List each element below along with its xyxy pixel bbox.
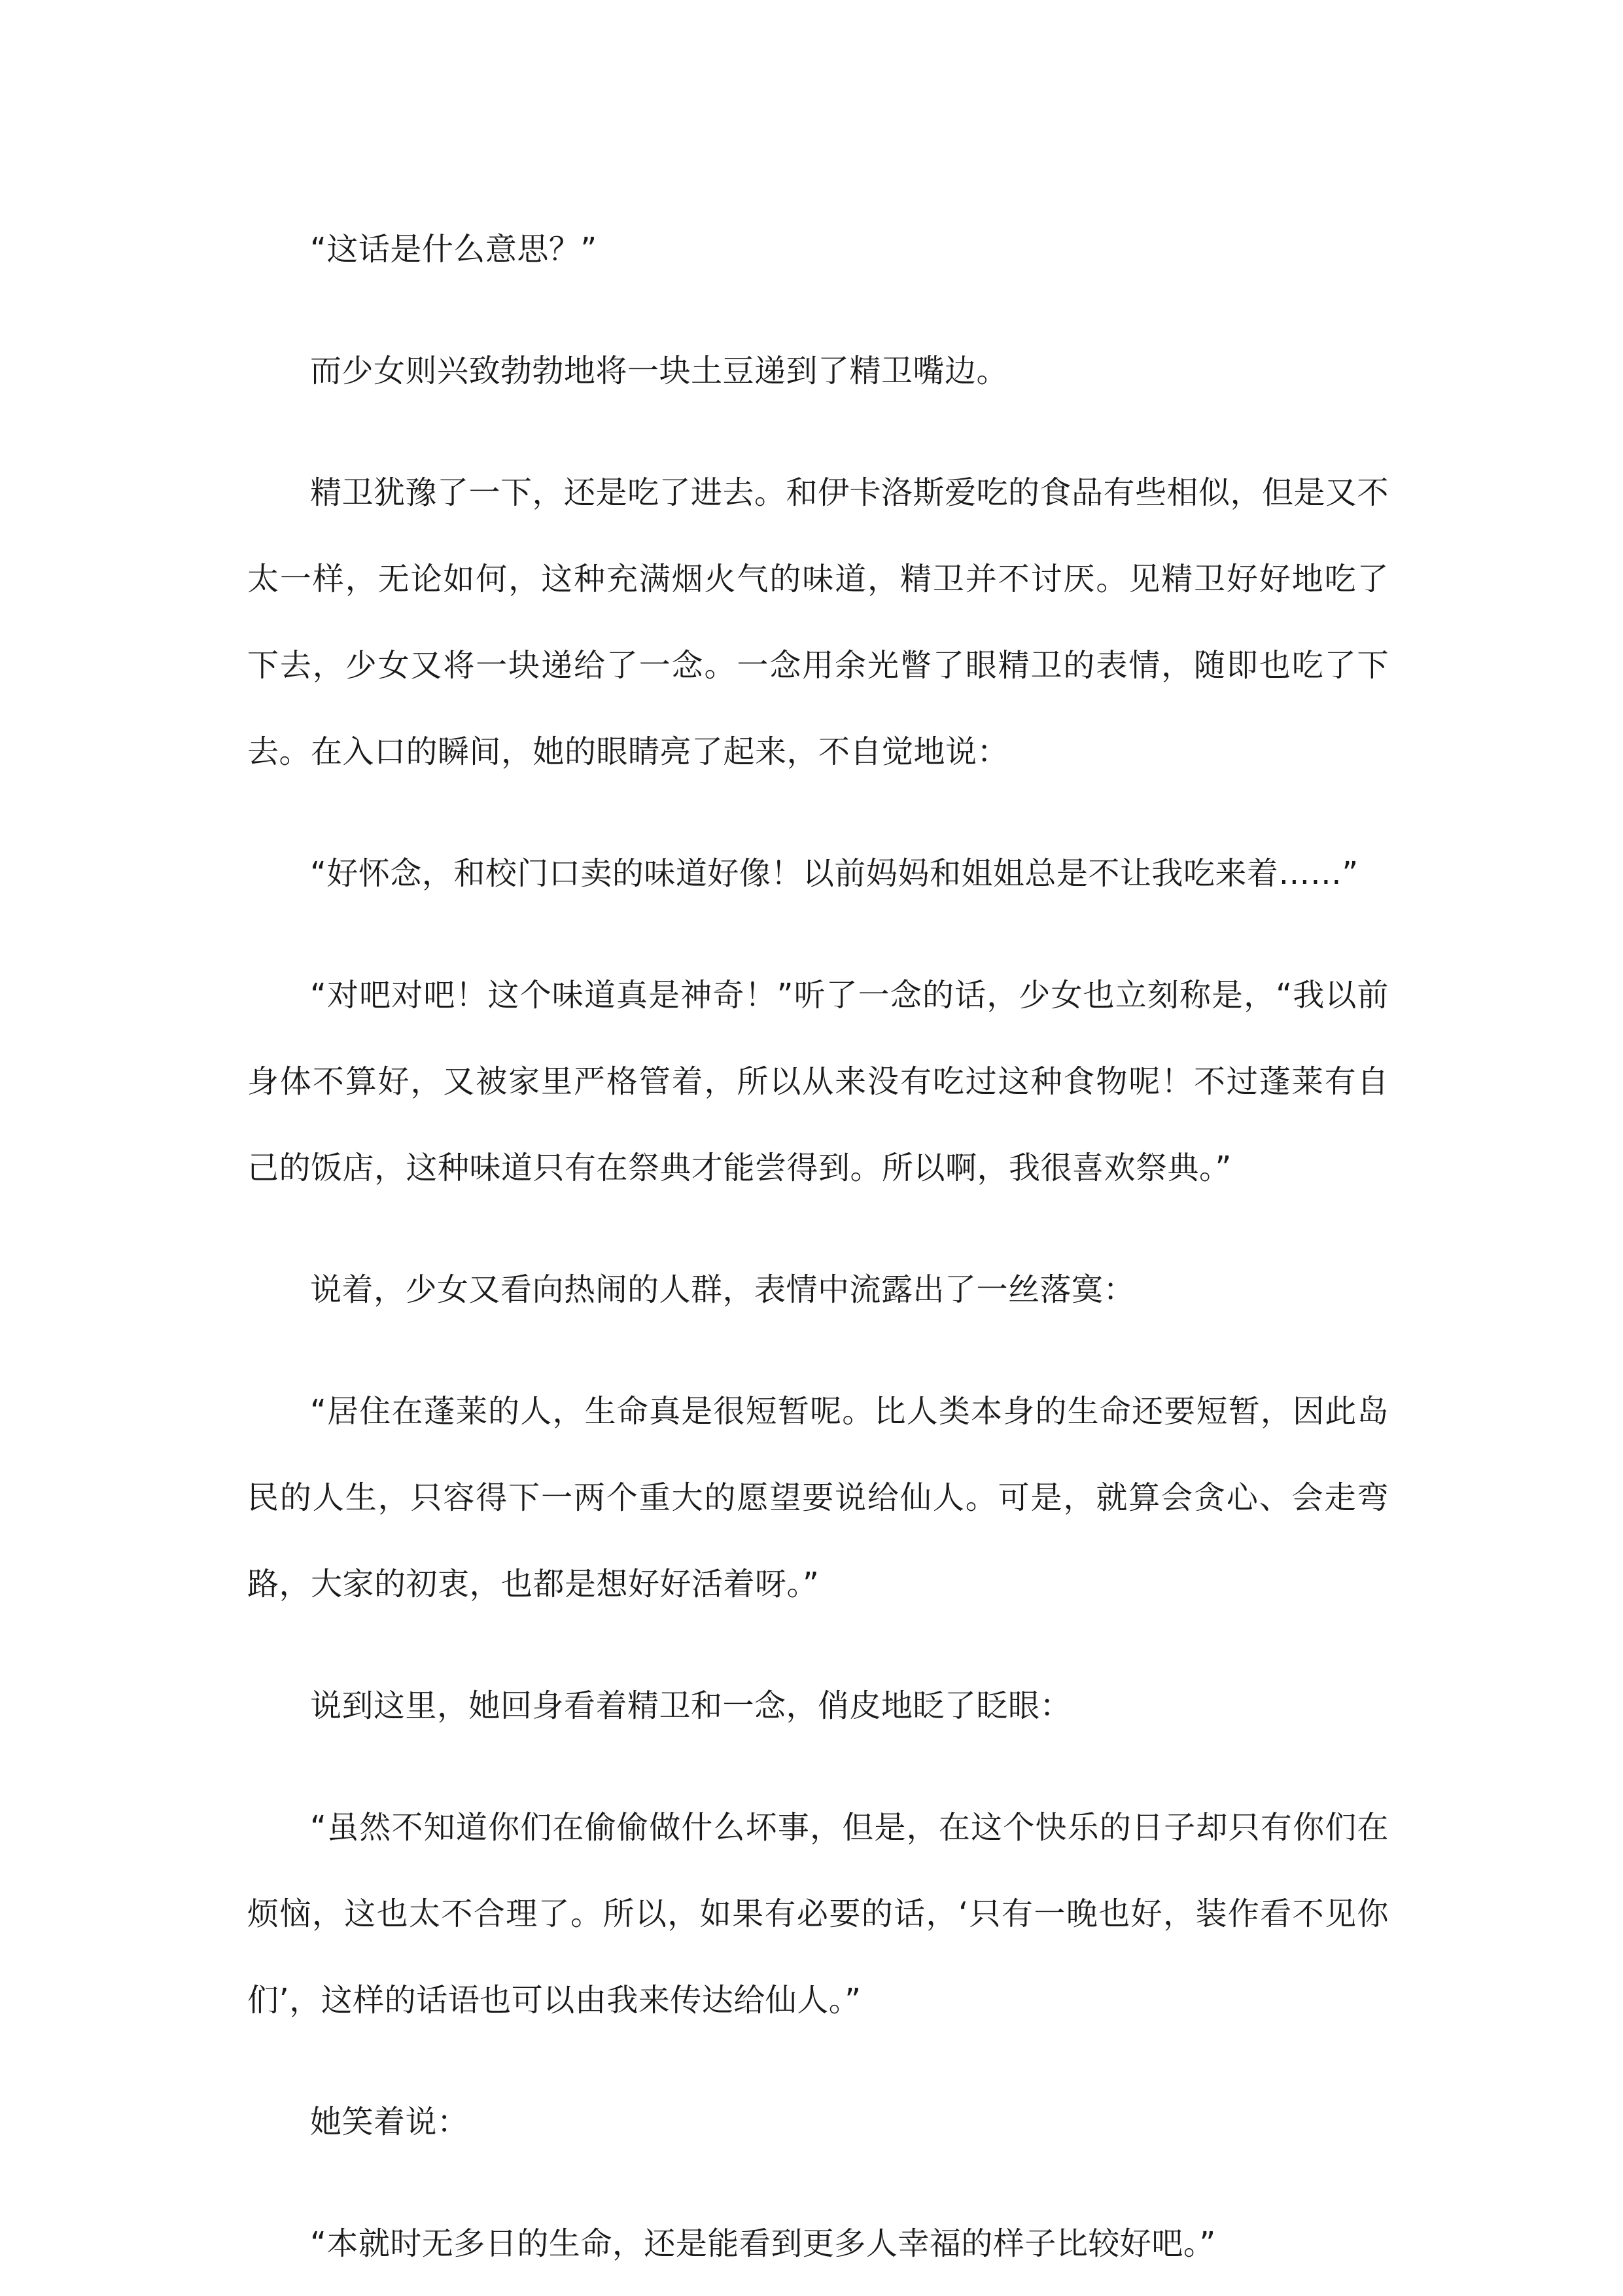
paragraph: 说到这里，她回身看着精卫和一念，俏皮地眨了眨眼： xyxy=(310,1687,1072,1724)
paragraph: “虽然不知道你们在偷偷做什么坏事，但是，在这个快乐的日子却只有你们在烦恼，这也太不合理了。所以，如果有必要的话，‘只有一晚也好，装作看不见你们’，这样的话语也可以由我来传达给仙人。” xyxy=(247,1809,1389,2019)
paragraph: “好怀念，和校门口卖的味道好像！以前妈妈和姐姐总是不让我吃来着……” xyxy=(310,855,1359,892)
document-body xyxy=(247,206,1389,2287)
paragraph: 她笑着说： xyxy=(310,2104,469,2140)
paragraph: 而少女则兴致勃勃地将一块土豆递到了精卫嘴边。 xyxy=(310,353,1009,389)
paragraph: “对吧对吧！这个味道真是神奇！”听了一念的话，少女也立刻称是，“我以前身体不算好，又被家里严格管着，所以从来没有吃过这种食物呢！不过蓬莱有自己的饭店，这种味道只有在祭典才能尝得到。所以啊，我很喜欢祭典。” xyxy=(247,977,1389,1186)
paragraph: “这话是什么意思？” xyxy=(310,231,597,268)
paragraph: “居住在蓬莱的人，生命真是很短暂呢。比人类本身的生命还要短暂，因此岛民的人生，只容得下一两个重大的愿望要说给仙人。可是，就算会贪心、会走弯路，大家的初衷，也都是想好好活着呀。” xyxy=(247,1393,1389,1602)
paragraph: 说着，少女又看向热闹的人群，表情中流露出了一丝落寞： xyxy=(310,1271,1136,1308)
paragraph: 精卫犹豫了一下，还是吃了进去。和伊卡洛斯爱吃的食品有些相似，但是又不太一样，无论如何，这种充满烟火气的味道，精卫并不讨厌。见精卫好好地吃了下去，少女又将一块递给了一念。一念用余光瞥了眼精卫的表情，随即也吃了下去。在入口的瞬间，她的眼睛亮了起来，不自觉地说： xyxy=(247,474,1389,770)
paragraph: “本就时无多日的生命，还是能看到更多人幸福的样子比较好吧。” xyxy=(310,2225,1216,2262)
